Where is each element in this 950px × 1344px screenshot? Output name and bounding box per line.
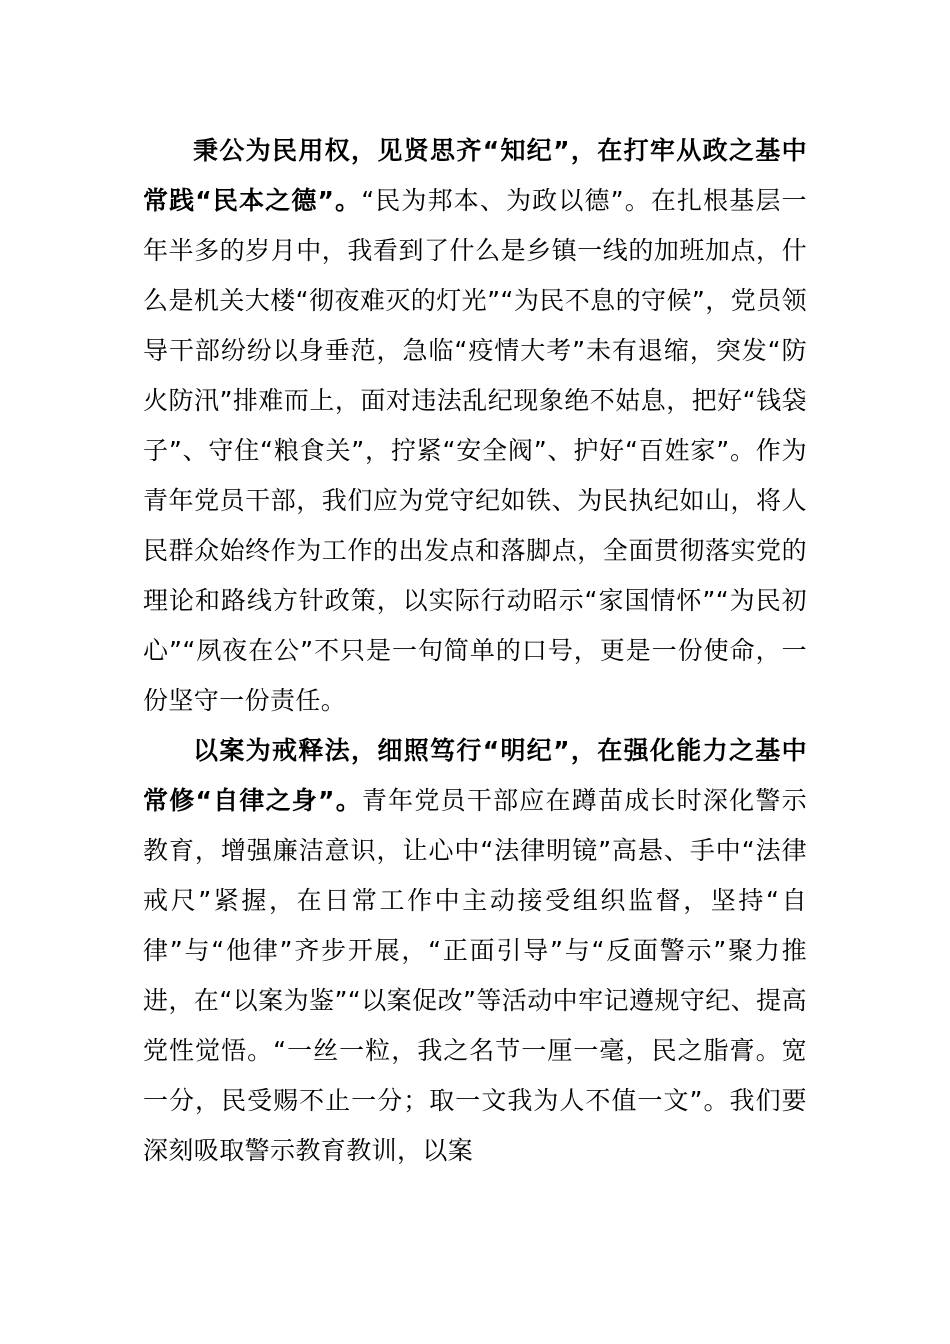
paragraph-2: [143, 726, 807, 1176]
paragraph-1-body: “民为邦本、为政以德”。在扎根基层一年半多的岁月中，我看到了什么是乡镇一线的加班加点，什么是机关大楼“彻夜难灭的灯光”“为民不息的守候”，党员领导干部纷纷以身垂范，急临“疫情大考”未有退缩，突发“防火防汛”排难而上，面对违法乱纪现象绝不姑息，把好“钱袋子”、守住“粮食关”，拧紧“安全阀”、护好“百姓家”。作为青年党员干部，我们应为党守纪如铁、为民执纪如山，将人民群众始终作为工作的出发点和落脚点，全面贯彻落实党的理论和路线方针政策，以实际行动昭示“家国情怀”“为民初心”“夙夜在公”不只是一句简单的口号，更是一份使命，一份坚守一份责任。: [143, 186, 807, 715]
document-body: [143, 126, 807, 1176]
paragraph-1-heading: 秉公为民用权，见贤思齐“知纪”，在打牢从政之基中常践“民本之德”。: [143, 136, 807, 215]
paragraph-2-heading: 以案为戒释法，细照笃行“明纪”，在强化能力之基中常修“自律之身”。: [143, 736, 807, 815]
paragraph-1: [143, 126, 807, 726]
paragraph-2-body: 青年党员干部应在蹲苗成长时深化警示教育，增强廉洁意识，让心中“法律明镜”高悬、手中“法律戒尺”紧握，在日常工作中主动接受组织监督，坚持“自律”与“他律”齐步开展，“正面引导”与“反面警示”聚力推进，在“以案为鉴”“以案促改”等活动中牢记遵规守纪、提高党性觉悟。“一丝一粒，我之名节一厘一毫，民之脂膏。宽一分，民受赐不止一分；取一文我为人不值一文”。我们要深刻吸取警示教育教训，以案: [143, 786, 807, 1165]
